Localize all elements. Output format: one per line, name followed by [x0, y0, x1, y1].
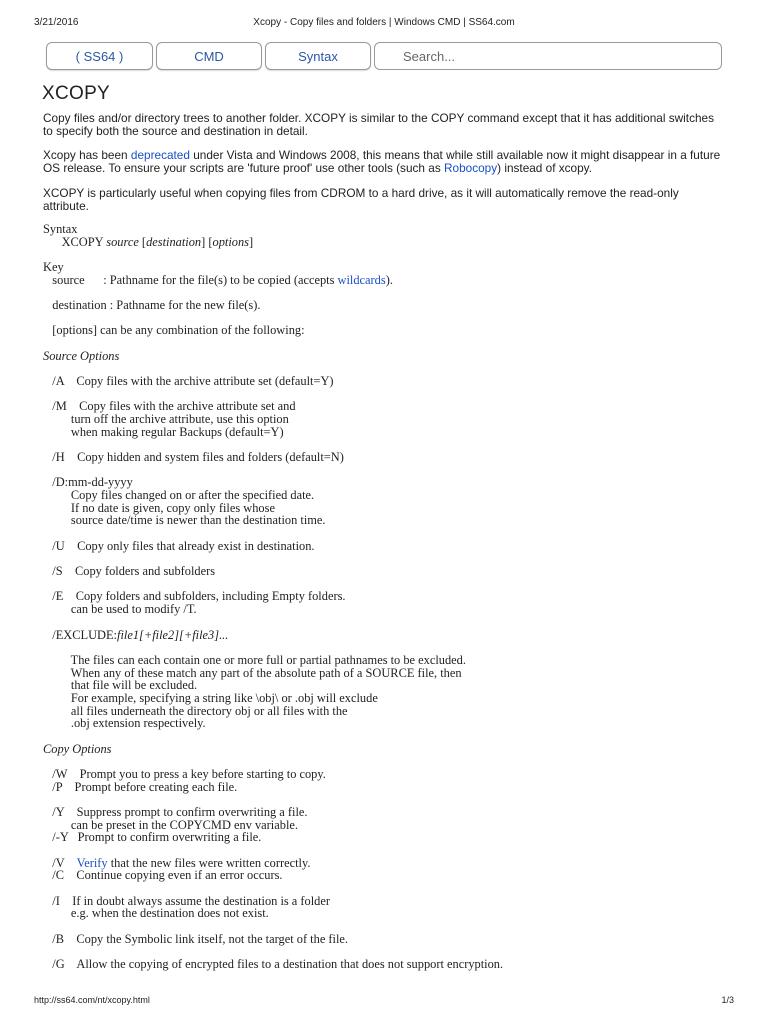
verify-link[interactable]: Verify	[76, 855, 108, 870]
deprecated-paragraph: Xcopy has been deprecated under Vista and Windows 2008, this means that while still available now it might disappear in a future OS release. To ensure your scripts are 'future proof' use other tools (such as Robocopy) instead of xcopy.	[43, 148, 721, 175]
syntax-heading: Syntax	[43, 222, 78, 236]
copy-options-heading: Copy Options	[43, 741, 112, 756]
option-i: /I If in doubt always assume the destination is a folder e.g. when the destination does not exist.	[52, 893, 330, 921]
option-no-y: /-Y Prompt to confirm overwriting a file.	[43, 830, 262, 845]
syntax-block: Syntax XCOPY source [destination] [options] Key source : Pathname for the file(s) to be copied (accepts wildcards). destination : Pathname for the new file(s). [options] can be any combination of the following: Source Options /A Copy files with the archive attribute set (default=Y) /M Copy files with the archive attribute set and turn off the archive attribute, use this option when making regular Backups (default=Y) /H Copy hidden and system files and folders (default=N) /D:mm-dd-yyyy Copy files changed on or after the specified date. If no date is given, copy only files whose source date/time is newer than the destination time. /U Copy only files that already exist in destination. /S Copy folders and subfolders /E Copy folders and subfolders, including Empty folders. can be used to modify /T. /EXCLUDE:file1[+file2][+file3]... The files can each contain one or more full or partial pathnames to be excluded. When any of these match any part of the absolute path of a SOURCE file, then that file will be excluded. For example, specifying a string like \obj\ or .obj will exclude all files underneath the directory obj or all files with the .obj extension respectively. Copy Options /W Prompt you to press a key before starting to copy. /P Prompt before creating each file. /Y Suppress prompt to confirm overwriting a file. can be preset in the COPYCMD env variable. /-Y Prompt to confirm overwriting a file. /V Verify that the new files were written correctly. /C Continue copying even if an error occurs. /I If in doubt always assume the destination is a folder e.g. when the destination does not exist. /B Copy the Symbolic link itself, not the target of the file. /G Allow the copying of encrypted files to a destination that does not support encryption.	[43, 222, 504, 971]
print-page-title: Xcopy - Copy files and folders | Windows CMD | SS64.com	[253, 17, 515, 28]
option-exclude: /EXCLUDE:file1[+file2][+file3]...	[52, 627, 229, 642]
option-b: /B Copy the Symbolic link itself, not the target of the file.	[43, 931, 349, 946]
option-c: /C Continue copying even if an error occurs.	[43, 868, 283, 883]
print-date: 3/21/2016	[34, 17, 79, 28]
search-input[interactable]	[374, 42, 722, 70]
cmd-button[interactable]: CMD	[156, 42, 262, 70]
option-exclude-desc: The files can each contain one or more full or partial pathnames to be excluded. When any of these match any part of the absolute path of a SOURCE file, then that file will be excluded. For example, specifying a string like \obj\ or .obj will exclude all files underneath the directory obj or all files with the .obj extension respectively.	[70, 652, 466, 731]
option-m: /M Copy files with the archive attribute set and turn off the archive attribute, use this option when making regular Backups (default=Y)	[52, 399, 296, 439]
option-h: /H Copy hidden and system files and folders (default=N)	[43, 450, 344, 465]
intro-paragraph: Copy files and/or directory trees to another folder. XCOPY is similar to the COPY command except that it has additional switches to specify both the source and destination in detail.	[43, 111, 714, 138]
option-p: /P Prompt before creating each file.	[43, 779, 238, 794]
option-y: /Y Suppress prompt to confirm overwriting a file. can be preset in the COPYCMD env variable.	[52, 804, 308, 832]
deprecated-link[interactable]: deprecated	[130, 148, 190, 162]
option-a: /A Copy files with the archive attribute set (default=Y)	[43, 374, 334, 389]
print-url: http://ss64.com/nt/xcopy.html	[34, 995, 150, 1005]
wildcards-link[interactable]: wildcards	[337, 272, 386, 287]
option-w: /W Prompt you to press a key before starting to copy.	[43, 766, 326, 781]
option-e: /E Copy folders and subfolders, including Empty folders. can be used to modify /T.	[52, 589, 346, 617]
robocopy-link[interactable]: Robocopy	[444, 160, 498, 175]
print-page-number: 1/3	[721, 995, 734, 1005]
page-title: XCOPY	[42, 83, 111, 104]
option-v: /V Verify that the new files were written correctly.	[52, 855, 311, 870]
option-s: /S Copy folders and subfolders	[43, 564, 216, 579]
key-heading: Key	[43, 260, 64, 275]
cdrom-paragraph: XCOPY is particularly useful when copying files from CDROM to a hard drive, as it will automatically remove the read-only attribute.	[43, 186, 679, 213]
ss64-home-button[interactable]: ( SS64 )	[46, 42, 153, 70]
option-g: /G Allow the copying of encrypted files to a destination that does not support encryption.	[43, 956, 504, 971]
syntax-button[interactable]: Syntax	[265, 42, 371, 70]
option-u: /U Copy only files that already exist in destination.	[43, 538, 315, 553]
source-options-heading: Source Options	[43, 348, 120, 363]
option-d: /D:mm-dd-yyyy Copy files changed on or after the specified date. If no date is given, copy only files whose source date/time is newer than the destination time.	[52, 475, 326, 528]
